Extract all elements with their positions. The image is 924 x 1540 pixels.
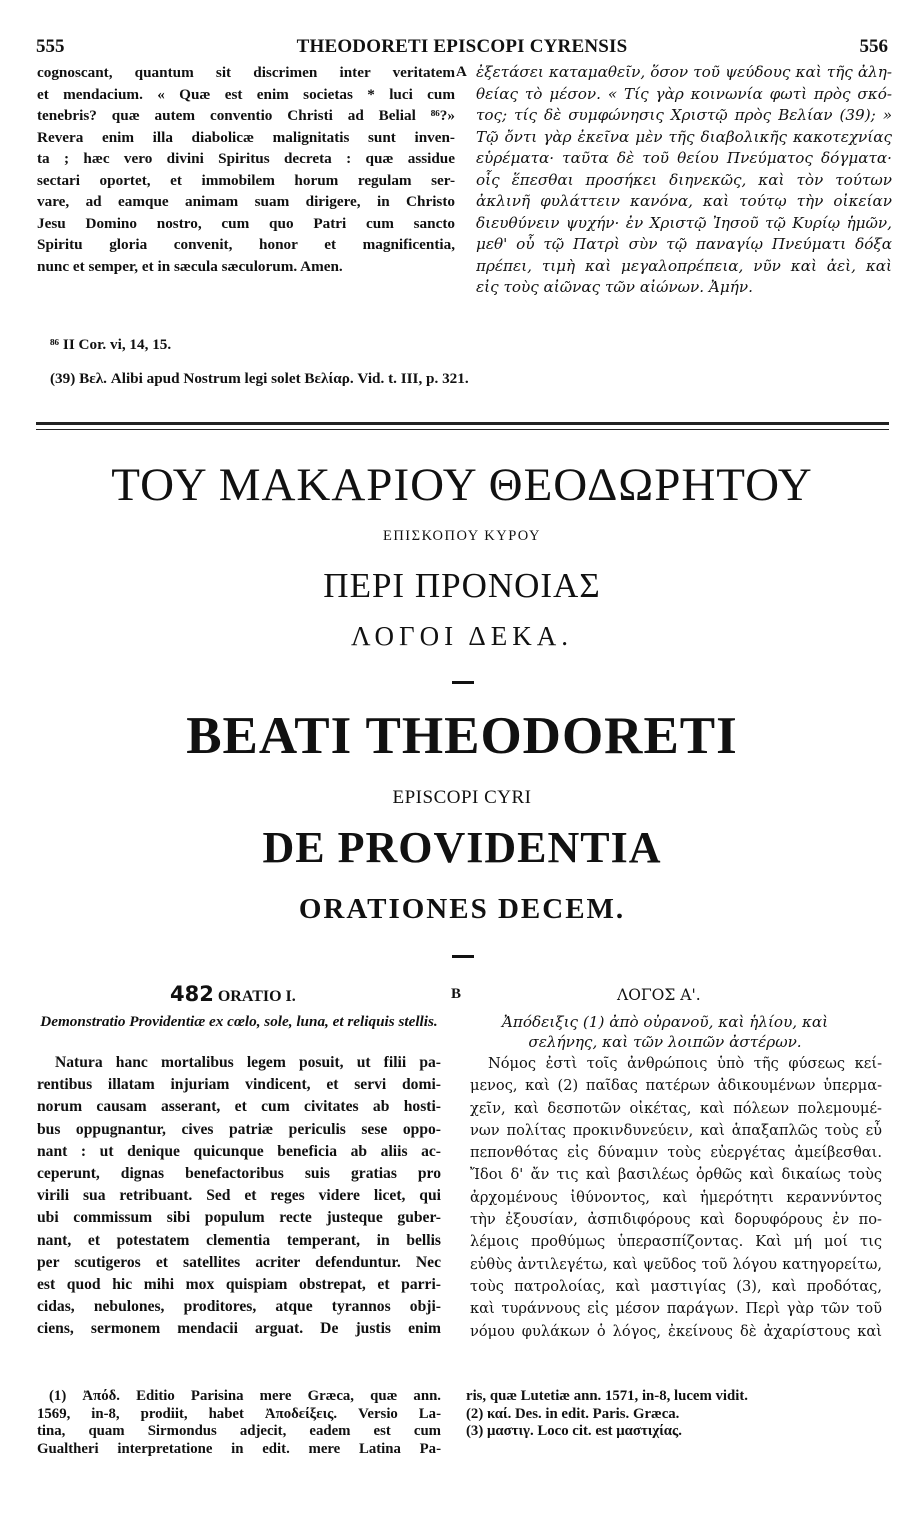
text-line: τὴν ἐξουσίαν, ἀσπιδιφόρους καὶ δορυφόρους ἐν πο- [470, 1211, 882, 1229]
footnote-line: (2) καί. Des. in edit. Paris. Græca. [466, 1405, 680, 1422]
text-line: cognoscant, quantum sit discrimen inter veritatem [37, 64, 455, 81]
text-line: virili sua retribuant. Sed et reges videre licet, qui [37, 1187, 441, 1205]
text-line: ἐξετάσει καταμαθεῖν, ὅσον τοῦ ψεύδους καὶ τῆς ἀλη- [476, 63, 892, 81]
text-line: πρέπει, τιμὴ καὶ μεγαλοπρέπεια, νῦν καὶ ἀεὶ, καὶ [476, 256, 892, 275]
footnote-line: ris, quæ Lutetiæ ann. 1571, in-8, lucem vidit. [466, 1388, 748, 1404]
text-line: nant, et potestatem clementia temperant, in bellis [37, 1231, 441, 1249]
page-number-left: 555 [36, 36, 65, 57]
text-line: νόμου φυλάκων ὁ λόγος, ἐκείνους δὲ ἀχαρίστους καὶ [470, 1322, 882, 1340]
footnote-39: (39) Βελ. Alibi apud Nostrum legi solet Βελίαρ. Vid. t. III, p. 321. [50, 370, 469, 387]
text-line: οἷς ἕπεσθαι προσήκει διηνεκῶς, καὶ τὸν τούτων [476, 170, 892, 189]
text-line: rentibus illatam injuriam vindicent, et servi domi- [37, 1076, 441, 1094]
text-line: norum causam asserant, et cum civitates ab hosti- [37, 1098, 441, 1116]
greek-body-column [470, 1053, 882, 1343]
latin-body-column [37, 1052, 441, 1341]
greek-subtitle: ΕΠΙΣΚΟΠΟΥ ΚΥΡΟΥ [382, 528, 542, 544]
text-line: καὶ τυράννους εἰς μέσον παράγων. Περὶ γὰρ τῶν τοῦ [470, 1300, 882, 1318]
text-line: Revera enim illa diabolicæ malignitatis sunt inven- [37, 128, 455, 146]
footnote-line: (3) μαστιγ. Loco cit. est μαστιχίας. [466, 1423, 682, 1439]
section-divider-thin [36, 429, 889, 430]
greek-top-column [476, 62, 892, 299]
latin-top-column [37, 62, 455, 277]
greek-work-title: ΠΕΡΙ ΠΡΟΝΟΙΑΣ [323, 566, 601, 605]
margin-marker-b: B [451, 986, 462, 1002]
text-line: τοὺς πατρολοίας, καὶ μαστιγίας (3), καὶ προδότας, [470, 1277, 882, 1295]
text-line: μενος, καὶ (2) παῖδας πατέρων ἀδικουμένων ὑπερμα- [470, 1077, 882, 1095]
footnote-line: Gualtheri interpretatione in edit. mere Latina Pa- [37, 1440, 441, 1457]
text-line: ceperunt, dignas benefactoribus suis gratias pro [37, 1165, 441, 1183]
oratio-heading: ORATIO I. [217, 988, 296, 1005]
text-line: sectari oportet, et immobilem horum regulam ser- [37, 171, 455, 189]
text-line: cidas, nebulones, proditores, atque tyrannos obji- [37, 1298, 441, 1316]
text-line: εὑρέματα· ταῦτα δὲ τοῦ θείου Πνεύματος δόγματα· [476, 149, 892, 167]
text-line: Natura hanc mortalibus legem posuit, ut filii pa- [55, 1054, 441, 1071]
greek-footnotes [466, 1388, 886, 1441]
text-line: εὐθὺς ἀντιλεγέτω, καὶ ψεῦδος τοῦ λόγου κατηγορείτω, [470, 1255, 882, 1273]
footnote-line: 1569, in-8, prodiit, habet Ἀποδείξεις. Versio La- [37, 1405, 441, 1422]
running-title: THEODORETI EPISCOPI CYRENSIS [296, 36, 628, 57]
title-dash [452, 955, 474, 958]
latin-work-title: DE PROVIDENTIA [262, 823, 662, 872]
latin-subtitle: EPISCOPI CYRI [392, 787, 532, 808]
text-line: nunc et semper, et in sæcula sæculorum. Amen. [37, 257, 343, 275]
text-line: ἀκλινῆ φυλάττειν κανόνα, καὶ τούτῳ τὴν οἰκείαν [476, 192, 892, 210]
latin-footnotes [37, 1388, 441, 1458]
text-line: ἀρχομένους ἰθύνοντος, καὶ ἡμερότητι κεραννύντος [470, 1188, 882, 1206]
text-line: Jesu Domino nostro, cum quo Patri cum sancto [37, 214, 455, 232]
latin-argument: Demonstratio Providentiæ ex cœlo, sole, luna, et reliquis stellis. [40, 1013, 438, 1030]
latin-section-heading [170, 982, 296, 1006]
text-line: Spiritu gloria convenit, honor et magnificentia, [37, 236, 455, 253]
text-line: Νόμος ἐστὶ τοῖς ἀνθρώποις ὑπὸ τῆς φύσεως κεί- [488, 1055, 882, 1072]
text-line: λέμοις προθύμως ὑπερασπίζοντας. Καὶ μή μοί τις [470, 1233, 882, 1251]
text-line: per scutigeros et satellites acriter defenduntur. Nec [37, 1253, 441, 1271]
text-line: ciens, sermonem mendacii arguat. De justis enim [37, 1320, 441, 1338]
text-line: χεῖν, καὶ δεσποτῶν οἰκέτας, καὶ πόλεων πολεμουμέ- [470, 1099, 882, 1117]
text-line: Ἴδοι δ' ἄν τις καὶ βασιλέως ὀρθῶς καὶ δικαίως τοὺς [470, 1166, 882, 1184]
text-line: et mendacium. « Quæ est enim societas * luci cum [37, 85, 455, 103]
column-number: 482 [170, 982, 214, 1006]
running-header [36, 36, 888, 58]
greek-logoi: ΛΟΓΟΙ ΔΕΚΑ. [351, 621, 573, 651]
text-line: Τῷ ὄντι γὰρ ἐκεῖνα μὲν τῆς διαβολικῆς κακοτεχνίας [476, 127, 892, 146]
text-line: τος; τίς δὲ συμφώνησις Χριστῷ πρὸς Βελίαν (39); » [476, 106, 892, 124]
section-divider-thick [36, 422, 889, 425]
text-line: νων πολίτας προκινδυνεύειν, καὶ ἁπαξαπλῶς τοὺς εὖ [470, 1121, 882, 1139]
text-line: πεπονθότας εἰς δύναμιν τοὺς εὐεργέτας ἀμείβεσθαι. [470, 1144, 882, 1162]
text-line: εἰς τοὺς αἰῶνας τῶν αἰώνων. Ἀμήν. [476, 278, 753, 296]
greek-title: ΤΟΥ ΜΑΚΑΡΙΟΥ ΘΕΟΔΩΡΗΤΟΥ [111, 459, 813, 511]
text-line: bus oppugnantur, cives patriæ periculis sese oppo- [37, 1120, 441, 1138]
latin-orationes: ORATIONES DECEM. [298, 893, 626, 925]
text-line: nant : ut denique quicunque beneficia ab aliis ac- [37, 1142, 441, 1160]
text-line: est quod hic mihi mox quispiam obstrepat, et parri- [37, 1276, 441, 1294]
footnote-line: tina, quam Sirmondus adjecit, eadem est cum [37, 1423, 441, 1439]
text-line: μεθ' οὗ τῷ Πατρὶ σὺν τῷ παναγίῳ Πνεύματι δόξα [476, 235, 892, 253]
greek-section-heading: ΛΟΓΟΣ Α'. [617, 986, 701, 1004]
text-line: vare, ad eamque animam suam dirigere, in Christo [37, 193, 455, 210]
footnote-line: (1) Ἀπόδ. Editio Parisina mere Græca, quæ ann. [49, 1388, 441, 1404]
margin-marker-a: A [456, 64, 467, 80]
footnote-86: ⁸⁶ II Cor. vi, 14, 15. [50, 336, 172, 353]
text-line: διευθύνειν ψυχήν· ἐν Χριστῷ Ἰησοῦ τῷ Κυρίῳ ἡμῶν, [476, 213, 892, 232]
text-line: ubi commissum sibi populum recte justeque guber- [37, 1209, 441, 1227]
text-line: ta ; hæc vero divini Spiritus decreta : quæ assidue [37, 150, 455, 167]
text-line: θείας τὸ μέσον. « Τίς γὰρ κοινωνία φωτὶ πρὸς σκό- [476, 84, 892, 103]
page-number-right: 556 [859, 36, 888, 57]
greek-argument: Ἀπόδειξις (1) ἀπὸ οὐρανοῦ, καὶ ἡλίου, καὶ σελήνης, καὶ τῶν λοιπῶν ἀστέρων. [501, 1013, 829, 1051]
title-dash [452, 681, 474, 684]
text-line: tenebris? quæ autem conventio Christi ad Belial ⁸⁶?» [37, 107, 455, 124]
latin-title: BEATI THEODORETI [186, 707, 738, 765]
